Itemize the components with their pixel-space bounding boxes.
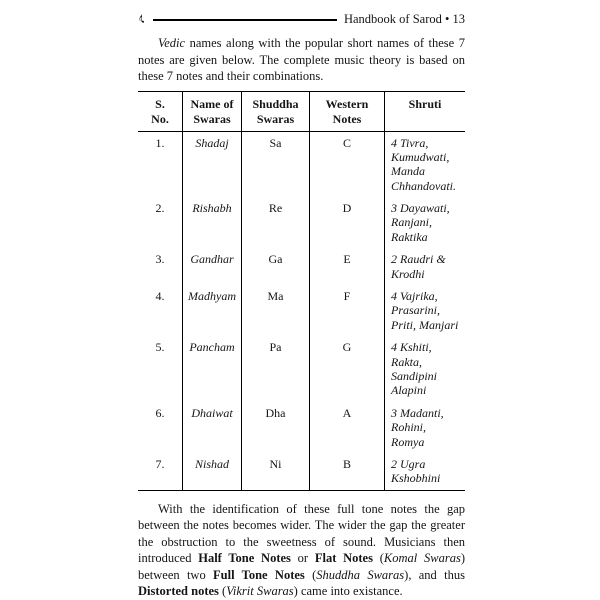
row6-shruti: 3 Madanti, Rohini, Romya — [384, 402, 465, 453]
row7-shuddha: Ni — [241, 453, 309, 490]
row1-shruti: 4 Tivra, Kumudwati, Manda Chhandovati. — [384, 132, 465, 198]
row3-shruti: 2 Raudri & Krodhi — [384, 248, 465, 285]
row7-western: B — [309, 453, 384, 490]
closing-italic-vikrit: Vikrit Swaras — [226, 584, 294, 599]
row2-shruti: 3 Dayawati, Ranjani, Raktika — [384, 197, 465, 248]
col-header-shruti-line1: Shruti — [408, 96, 442, 111]
page-header — [138, 12, 465, 27]
closing-text-7: ( — [218, 584, 227, 599]
col-header-name — [182, 92, 241, 132]
row5-shuddha: Pa — [241, 336, 309, 402]
row4-western: F — [309, 285, 384, 336]
col-header-shruti — [384, 92, 465, 132]
row6-western: A — [309, 402, 384, 453]
col-header-sno — [138, 92, 182, 132]
row2-sno: 2. — [155, 201, 165, 216]
row1-shuddha: Sa — [241, 132, 309, 198]
closing-text-8: ) came into existance. — [293, 584, 403, 599]
closing-text-5: ( — [304, 567, 317, 582]
closing-paragraph — [138, 501, 465, 600]
closing-bold-full-tone: Full Tone Notes — [213, 567, 305, 582]
closing-italic-shuddha: Shuddha Swaras — [316, 567, 405, 582]
row6-sno: 6. — [155, 405, 165, 420]
row6-shuddha: Dha — [241, 402, 309, 453]
closing-text-3: ( — [372, 551, 384, 566]
row1-western: C — [309, 132, 384, 198]
row5-shruti: 4 Kshiti, Rakta, Sandipini Alapini — [384, 336, 465, 402]
closing-text-1: With the identification of these full tone notes the gap between the notes becomes wider. The wider the gap the greater the obstruction to the sweetness of sound. Musicians then introduced — [138, 501, 465, 566]
swara-table — [138, 91, 465, 491]
intro-text: names along with the popular short names of these 7 notes are given below. The complete music theory is based on these 7 notes and their combinations. — [138, 36, 465, 83]
col-header-western-line2: Notes — [332, 111, 362, 126]
row4-sno: 4. — [155, 289, 165, 304]
page-title: Handbook of Sarod • 13 — [343, 12, 465, 26]
row3-name: Gandhar — [182, 248, 241, 285]
row5-sno: 5. — [155, 340, 165, 355]
row3-sno: 3. — [155, 252, 165, 267]
closing-text-6: ), and thus — [404, 567, 465, 582]
row5-western: G — [309, 336, 384, 402]
header-rule — [153, 19, 337, 21]
row3-western: E — [309, 248, 384, 285]
row2-name: Rishabh — [182, 197, 241, 248]
row1-name: Shadaj — [182, 132, 241, 198]
row7-sno: 7. — [155, 456, 165, 471]
closing-italic-komal: Komal Swaras — [383, 551, 461, 566]
row6-name: Dhaiwat — [182, 402, 241, 453]
closing-bold-distorted: Distorted notes — [138, 584, 219, 599]
col-header-shuddha-line1: Shuddha — [252, 96, 299, 111]
row2-western: D — [309, 197, 384, 248]
row4-name: Madhyam — [182, 285, 241, 336]
col-header-shuddha-line2: Swaras — [256, 111, 295, 126]
col-header-sno-line2: No. — [151, 111, 169, 126]
row5-name: Pancham — [182, 336, 241, 402]
col-header-western — [309, 92, 384, 132]
row4-shuddha: Ma — [241, 285, 309, 336]
col-header-sno-line1: S. — [155, 96, 165, 111]
col-header-name-line1: Name of — [190, 96, 234, 111]
row7-name: Nishad — [182, 453, 241, 490]
intro-paragraph — [138, 35, 465, 85]
music-note-icon: ♪ — [138, 11, 146, 27]
col-header-western-line1: Western — [325, 96, 369, 111]
closing-bold-half-tone: Half Tone Notes — [198, 551, 291, 566]
closing-bold-flat-notes: Flat Notes — [314, 551, 373, 566]
intro-italic-word: Vedic — [158, 36, 186, 50]
book-page — [138, 0, 465, 600]
row3-shuddha: Ga — [241, 248, 309, 285]
row4-shruti: 4 Vajrika, Prasarini, Priti, Manjari — [384, 285, 465, 336]
row7-shruti: 2 Ugra Kshobhini — [384, 453, 465, 490]
row1-sno: 1. — [155, 135, 165, 150]
col-header-name-line2: Swaras — [193, 111, 231, 126]
row2-shuddha: Re — [241, 197, 309, 248]
col-header-shuddha — [241, 92, 309, 132]
closing-text-4: ) between two — [138, 551, 465, 582]
closing-text-2: or — [290, 551, 315, 566]
